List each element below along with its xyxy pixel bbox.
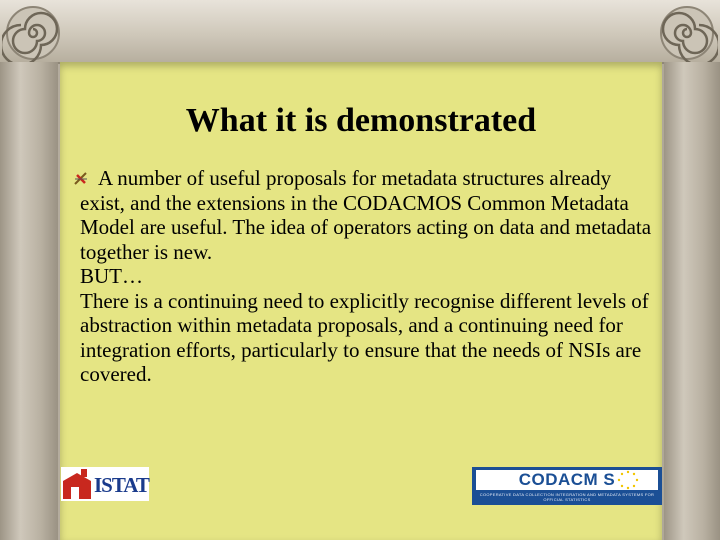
scroll-ornament-right-icon: [656, 2, 718, 64]
scroll-ornament-left-icon: [2, 2, 64, 64]
codacmos-logo-text: CODACM S: [476, 470, 658, 490]
column-capital: [0, 0, 720, 64]
paragraph-conclusion: There is a continuing need to explicitly recognise different levels of abstraction within metadata proposals, and a continuing need for integration efforts, particularly to ensure that the needs of NSIs are covered.: [80, 288, 649, 386]
column-left: [0, 62, 58, 540]
bullet-icon: [74, 172, 88, 186]
paragraph-but: BUT…: [80, 264, 143, 288]
column-right: [664, 62, 720, 540]
istat-logo-text: ISTAT: [94, 473, 149, 497]
paragraph-intro: A number of useful proposals for metadata structures already exist, and the extensions in the CODACMOS Common Metadata Model are useful. The idea of operators acting on data and metadata together is new.: [80, 166, 652, 264]
codacmos-subtitle: COOPERATIVE DATA COLLECTION INTEGRATION AND METADATA SYSTEMS FOR OFFICIAL STATISTICS: [479, 492, 655, 502]
slide-title: What it is demonstrated: [185, 102, 537, 139]
istat-building-icon: [61, 467, 95, 501]
codacmos-logo: [472, 467, 662, 505]
istat-logo: [61, 467, 149, 501]
slide-body: [80, 166, 660, 387]
eu-stars-icon: [616, 470, 640, 490]
